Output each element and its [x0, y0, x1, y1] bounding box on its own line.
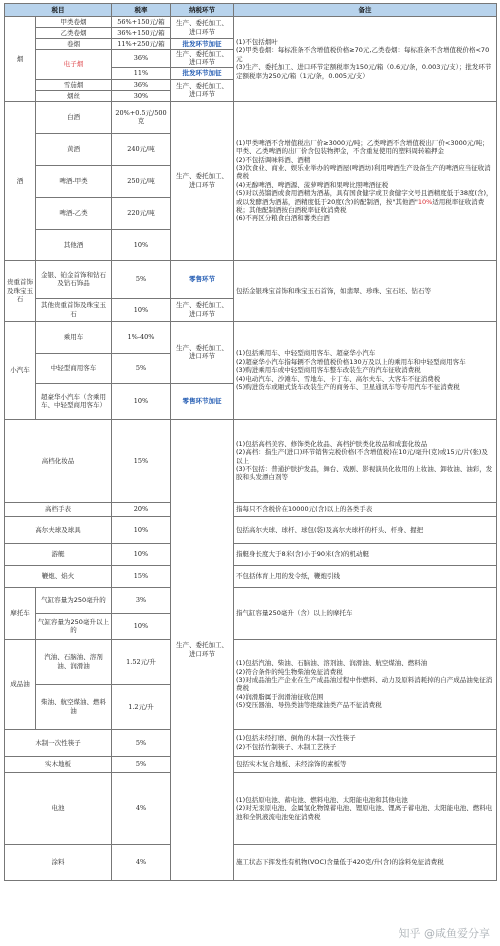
item-note: 包括高尔夫球、球杆、球包(袋)及高尔夫球杆的杆头、杆身、握把 [234, 516, 497, 543]
note-line: (4)电动汽车、沙滩车、雪地车、卡丁车、高尔夫车、大客车不征消费税 [236, 374, 441, 383]
item-name: 乙类卷烟 [36, 28, 112, 39]
item-link: 批发环节加征 [171, 39, 234, 50]
note-line: (5)购进货车或厢式货车改装生产的商务车、卫星通讯车等专用汽车不征消费税 [236, 382, 460, 391]
item-note: 指气缸容量250毫升（含）以上的摩托车 [234, 587, 497, 639]
note-line: (2)符合条件的纯生物柴油免征消费税 [236, 667, 343, 676]
item-note [234, 101, 497, 260]
item-link: 生产、委托加工、进口环节 [171, 101, 234, 260]
table-row [5, 101, 497, 133]
item-note [234, 17, 497, 102]
item-note [234, 639, 497, 729]
item-rate: 30% [112, 90, 171, 101]
item-rate: 250元/吨 [112, 165, 171, 197]
note-line [236, 189, 494, 214]
table-row [5, 17, 497, 28]
item-name: 雪茄烟 [36, 79, 112, 90]
item-note: 包括金银珠宝首饰和珠宝玉石首饰，如翡翠、珍珠、宝石坯、钻石等 [234, 260, 497, 321]
category-floor: 实木地板 [5, 756, 112, 772]
category-oil: 成品油 [5, 639, 36, 729]
category-chopsticks: 木制一次性筷子 [5, 729, 112, 756]
item-rate: 20%+0.5元/500克 [112, 101, 171, 133]
item-rate: 36% [112, 79, 171, 90]
item-link: 生产、委托加工、进口环节 [171, 321, 234, 383]
item-name: 柴油、航空煤油、燃料油 [36, 684, 112, 729]
item-name: 超豪华小汽车（含乘用车、中轻型商用客车） [36, 383, 112, 419]
item-rate: 11% [112, 67, 171, 79]
item-rate: 10% [112, 613, 171, 639]
header-rate: 税率 [112, 4, 171, 17]
category-alcohol: 酒 [5, 101, 36, 260]
item-name: 烟丝 [36, 90, 112, 101]
note-line: (2)对无汞原电池、金属氢化物镍蓄电池、锂原电池、锂离子蓄电池、太阳能电池、燃料电池和全钒液流电池免征消费税 [236, 804, 493, 821]
item-name: 卷烟 [36, 39, 112, 50]
item-rate: 5% [112, 729, 171, 756]
note-line: (4)无醇啤酒、啤酒源、菠萝啤酒和果啤比照啤酒征税 [236, 180, 389, 189]
item-rate: 220元/吨 [112, 197, 171, 229]
note-line: (5)变压器油、导热类油等绝缘油类产品不征消费税 [236, 701, 382, 710]
note-line: (2)超豪华小汽车指每辆不含增值税价格130万及以上的乘用车和中轻型商用客车 [236, 357, 466, 366]
item-rate: 1%-40% [112, 321, 171, 353]
table-header-row [5, 4, 497, 17]
item-note: 施工状态下挥发性有机物(VOC)含量低于420克/升(含)的涂料免征消费税 [234, 844, 497, 880]
note-line: (2)甲类卷烟：每标准条不含增值税价格≥70元,乙类卷烟：每标准条不含增值税价格<70元 [236, 46, 490, 63]
note-line: (3)不包括：普通护肤护发品，舞台、戏剧、影视演员化妆用的上妆油、卸妆油、油彩，发胶和头发漂白剂等 [236, 465, 493, 482]
item-rate: 10% [112, 298, 171, 321]
item-rate: 11%+250元/箱 [112, 39, 171, 50]
note-line: (4)润滑脂属于润滑油征收范围 [236, 692, 324, 701]
item-link: 零售环节加征 [171, 383, 234, 419]
item-rate: 56%+150元/箱 [112, 17, 171, 28]
item-name: 汽油、石脑油、溶剂油、润滑油 [36, 639, 112, 684]
table-row [5, 844, 497, 880]
table-row [5, 729, 497, 756]
item-rate: 5% [112, 260, 171, 298]
category-golf: 高尔夫球及球具 [5, 516, 112, 543]
note-line: (3)生产、委托加工、进口环节定额税率为150元/箱（0.6元/条，0.003元/支）；批发环节定额税率为250元/箱（1元/条，0.005元/支） [236, 63, 492, 80]
item-name: 啤酒-乙类 [36, 197, 112, 229]
category-paint: 涂料 [5, 844, 112, 880]
category-tobacco: 烟 [5, 17, 36, 102]
tax-table-wrapper [4, 3, 496, 881]
item-link: 生产、委托加工、进口环节 [171, 50, 234, 68]
item-name: 黄酒 [36, 133, 112, 165]
note-line: (1)包括高档美容、修饰类化妆品、高档护肤类化妆品和成套化妆品 [236, 439, 428, 448]
table-row [5, 639, 497, 684]
category-car: 小汽车 [5, 321, 36, 419]
item-rate: 15% [112, 565, 171, 587]
item-link: 零售环节 [171, 260, 234, 298]
item-link: 生产、委托加工、进口环节 [171, 298, 234, 321]
note-line: (2)不包括竹制筷子、木制工艺筷子 [236, 742, 337, 751]
item-link: 生产、委托加工、进口环节 [171, 79, 234, 101]
note-line: (1)甲类啤酒不含增值税出厂价≥3000元/吨；乙类啤酒不含增值税出厂价<3000元/吨；甲类、乙类啤酒的出厂价含包装物押金，不含重复使用的塑料周转箱押金 [236, 138, 489, 156]
item-name: 电子烟 [36, 50, 112, 80]
item-note [234, 419, 497, 502]
note-text: 适用税率征收消费税；其他配制酒按白酒税率征收消费税 [236, 197, 485, 215]
item-note: 包括实木复合地板、未经涂饰的素板等 [234, 756, 497, 772]
item-rate: 10% [112, 229, 171, 260]
item-rate: 4% [112, 772, 171, 844]
item-link: 生产、委托加工、进口环节 [171, 419, 234, 880]
table-row [5, 587, 497, 613]
item-note: 指艇身长度大于8米(含)小于90米(含)的机动艇 [234, 543, 497, 565]
consumption-tax-table [4, 3, 497, 881]
table-row [5, 321, 497, 353]
item-rate: 240元/吨 [112, 133, 171, 165]
note-line: (3)对成品油生产企业在生产成品油过程中作燃料、动力及原料消耗掉的自产成品油免征消费税 [236, 675, 493, 693]
item-rate: 3% [112, 587, 171, 613]
category-yacht: 游艇 [5, 543, 112, 565]
category-fireworks: 鞭炮、焰火 [5, 565, 112, 587]
item-name: 金银、铂金首饰和钻石及钻石饰品 [36, 260, 112, 298]
item-name: 中轻型商用客车 [36, 353, 112, 383]
note-text: (5)对以蒸馏酒或食用酒精为酒基，具有国食健字或卫食健字文号且酒精度低于38度(含)，或以发酵酒为酒基，酒精度低于20度(含)的配制酒，按"其他酒" [236, 189, 493, 206]
item-name: 其他贵重首饰及珠宝玉石 [36, 298, 112, 321]
item-name: 乘用车 [36, 321, 112, 353]
item-rate: 1.52元/升 [112, 639, 171, 684]
table-row [5, 543, 497, 565]
item-note: 不包括体育上用的发令纸，鞭炮引线 [234, 565, 497, 587]
category-motorcycle: 摩托车 [5, 587, 36, 639]
note-line: (1)包括汽油、柴油、石脑油、溶剂油、润滑油、航空煤油、燃料油 [236, 659, 428, 668]
note-line: (2)不包括调味料酒、酒精 [236, 155, 311, 164]
category-watch: 高档手表 [5, 502, 112, 516]
note-line: (1)不包括烟叶 [236, 37, 278, 46]
note-line: (1)包括乘用车、中轻型商用客车、超豪华小汽车 [236, 349, 376, 358]
item-note [234, 321, 497, 419]
item-note: 指每只不含税价在10000元(含)以上的各类手表 [234, 502, 497, 516]
item-name: 白酒 [36, 101, 112, 133]
item-name: 其他酒 [36, 229, 112, 260]
table-row [5, 516, 497, 543]
category-battery: 电池 [5, 772, 112, 844]
item-rate: 1.2元/升 [112, 684, 171, 729]
header-item: 税目 [5, 4, 112, 17]
header-note: 备注 [234, 4, 497, 17]
note-line: (6)不再区分粮食白酒和薯类白酒 [236, 214, 330, 223]
item-rate: 10% [112, 516, 171, 543]
item-rate: 36% [112, 50, 171, 68]
category-jewelry: 贵重首饰及珠宝玉石 [5, 260, 36, 321]
note-line: (3)购进乘用车或中轻型商用客车整车改装生产的汽车征收消费税 [236, 366, 421, 375]
item-name: 甲类卷烟 [36, 17, 112, 28]
watermark: 知乎 @咸鱼爱分享 [398, 927, 490, 940]
table-row [5, 756, 497, 772]
category-cosmetics: 高档化妆品 [5, 419, 112, 502]
item-rate: 10% [112, 383, 171, 419]
item-note [234, 772, 497, 844]
item-rate: 20% [112, 502, 171, 516]
note-line: (3)饮食业、商业、娱乐业举办的啤酒屋(啤酒坊)利用啤酒生产设备生产的啤酒应当征收消费税 [236, 164, 491, 181]
item-link: 批发环节加征 [171, 67, 234, 79]
item-name: 啤酒-甲类 [36, 165, 112, 197]
item-rate: 5% [112, 756, 171, 772]
item-name: 气缸容量为250毫升以上的 [36, 613, 112, 639]
item-note [234, 729, 497, 756]
note-line: (1)包括未经打磨、倒角的木制一次性筷子 [236, 734, 356, 743]
table-row [5, 260, 497, 298]
note-line: (2)高档：指生产(进口)环节销售完税价格(不含增值税)在10元/毫升(克)或15元/片(张)及以上 [236, 448, 488, 465]
table-row [5, 565, 497, 587]
note-line: (1)包括原电池、蓄电池、燃料电池、太阳能电池和其他电池 [236, 795, 408, 804]
item-link: 生产、委托加工、进口环节 [171, 17, 234, 39]
item-rate: 15% [112, 419, 171, 502]
note-highlight: 10% [417, 197, 433, 206]
table-row [5, 502, 497, 516]
item-rate: 36%+150元/箱 [112, 28, 171, 39]
item-rate: 4% [112, 844, 171, 880]
table-row [5, 419, 497, 502]
header-link: 纳税环节 [171, 4, 234, 17]
item-rate: 10% [112, 543, 171, 565]
item-name: 气缸容量为250毫升的 [36, 587, 112, 613]
table-row [5, 772, 497, 844]
item-rate: 5% [112, 353, 171, 383]
